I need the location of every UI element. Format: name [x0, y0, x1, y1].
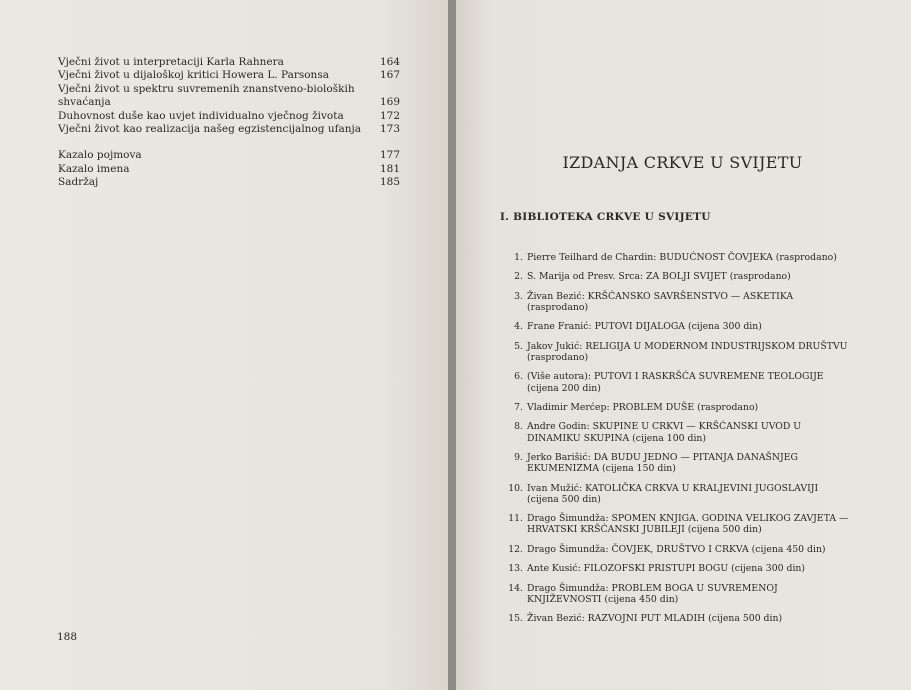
toc-entry-page: 177 [379, 149, 400, 162]
list-item-text: Ivan Mužić: KATOLIČKA CRKVA U KRALJEVINI JUGOSLAVIJI (cijena 500 din) [527, 482, 819, 505]
toc-entry-title: Vječni život kao realizacija našeg egzistencijalnog ufanja [58, 123, 362, 136]
toc-entry [58, 69, 400, 82]
list-item [500, 421, 852, 443]
list-item-text: Vladimir Merćep: PROBLEM DUŠE (rasprodano) [527, 401, 759, 413]
list-item [500, 613, 852, 624]
toc-entry-title: Vječni život u interpretaciji Karla Rahnera [58, 56, 284, 68]
list-item-text: Andre Godin: SKUPINE U CRKVI — KRŠĆANSKI UVOD U DINAMIKU SKUPINA (cijena 100 din) [527, 421, 802, 444]
list-item-number: 15. [508, 613, 523, 625]
list-item-text: S. Marija od Presv. Srca: ZA BOLJI SVIJET (rasprodano) [527, 271, 791, 283]
list-item-text: Živan Bezić: KRŠĆANSKO SAVRŠENSTVO — ASKETIKA (rasprodano) [527, 290, 794, 313]
page-number: 188 [57, 631, 78, 643]
page-title: IZDANJA CRKVE U SVIJETU [562, 153, 803, 172]
list-item-text: Drago Šimundža: PROBLEM BOGA U SUVREMENOJ KNJIŽEVNOSTI (cijena 450 din) [527, 582, 778, 605]
list-item [500, 271, 852, 282]
list-item-number: 4. [514, 321, 523, 333]
book-gutter [448, 0, 456, 690]
toc-entry-page: 167 [379, 69, 400, 82]
list-item-number: 5. [514, 340, 523, 352]
list-item [500, 291, 852, 313]
section-heading: I. BIBLIOTEKA CRKVE U SVIJETU [500, 211, 711, 223]
list-item-text: Živan Bezić: RAZVOJNI PUT MLADIH (cijena 500 din) [527, 613, 783, 625]
list-item [500, 452, 852, 474]
list-item [500, 483, 852, 505]
list-item-number: 6. [514, 371, 523, 383]
toc-entry-page: 172 [379, 109, 400, 122]
list-item-number: 13. [508, 563, 523, 575]
toc-entry-title: Vječni život u dijaloškoj kritici Howera L. Parsonsa [58, 69, 329, 82]
toc-entry [58, 163, 400, 176]
toc-entry [58, 56, 400, 69]
list-item-text: Jerko Barišić: DA BUDU JEDNO — PITANJA DANAŠNJEG EKUMENIZMA (cijena 150 din) [527, 451, 798, 475]
toc-entry-title: Kazalo pojmova [58, 149, 142, 162]
list-item [500, 583, 852, 605]
publication-list [500, 252, 852, 632]
list-item-text: (Više autora): PUTOVI I RASKRŠĆA SUVREMENE TEOLOGIJE (cijena 200 din) [527, 371, 824, 394]
list-item-text: Pierre Teilhard de Chardin: BUDUĆNOST ČOVJEKA (rasprodano) [527, 252, 837, 263]
toc-entry-title: Duhovnost duše kao uvjet individualno vječnog života [58, 109, 344, 122]
list-item [500, 513, 852, 535]
toc-entry-page: 169 [379, 96, 400, 109]
toc-entry [58, 123, 400, 136]
list-item-number: 14. [508, 582, 523, 594]
table-of-contents [58, 56, 400, 190]
toc-entry [58, 176, 400, 189]
list-item-number: 12. [508, 543, 523, 555]
list-item-number: 2. [514, 271, 523, 283]
list-item-text: Drago Šimundža: SPOMEN KNJIGA. GODINA VELIKOG ZAVJETA — HRVATSKI KRŠĆANSKI JUBILEJI (cijena 500 din) [527, 513, 849, 536]
list-item-number: 3. [514, 290, 523, 302]
list-item-text: Drago Šimundža: ČOVJEK, DRUŠTVO I CRKVA (cijena 450 din) [527, 543, 826, 555]
list-item [500, 402, 852, 413]
list-item-text: Jakov Jukić: RELIGIJA U MODERNOM INDUSTRIJSKOM DRUŠTVU (rasprodano) [527, 340, 848, 363]
toc-entry-title: Sadržaj [58, 176, 99, 189]
toc-entry-page: 185 [379, 176, 400, 189]
toc-entry-page: 173 [379, 123, 400, 136]
list-item-text: Ante Kusić: FILOZOFSKI PRISTUPI BOGU (cijena 300 din) [527, 563, 806, 575]
list-item-number: 9. [514, 451, 523, 463]
toc-entry-page: 164 [379, 56, 400, 68]
list-item [500, 321, 852, 332]
toc-entry [58, 110, 400, 123]
list-item-number: 7. [514, 401, 523, 413]
list-item-text: Frane Franić: PUTOVI DIJALOGA (cijena 300 din) [527, 321, 762, 333]
toc-entry-title: Kazalo imena [58, 162, 130, 175]
list-item-number: 10. [508, 482, 523, 494]
list-item-number: 11. [508, 513, 523, 525]
list-item-number: 8. [514, 421, 523, 433]
toc-entry [58, 83, 400, 110]
list-item [500, 544, 852, 555]
toc-entry [58, 149, 400, 162]
toc-entry-page: 181 [379, 162, 400, 175]
list-item [500, 341, 852, 363]
toc-entry-title: Vječni život u spektru suvremenih znanstveno-bioloških shvaćanja [58, 82, 355, 109]
list-item [500, 371, 852, 393]
list-item-number: 1. [514, 252, 523, 263]
list-item [500, 563, 852, 574]
list-item [500, 252, 852, 263]
